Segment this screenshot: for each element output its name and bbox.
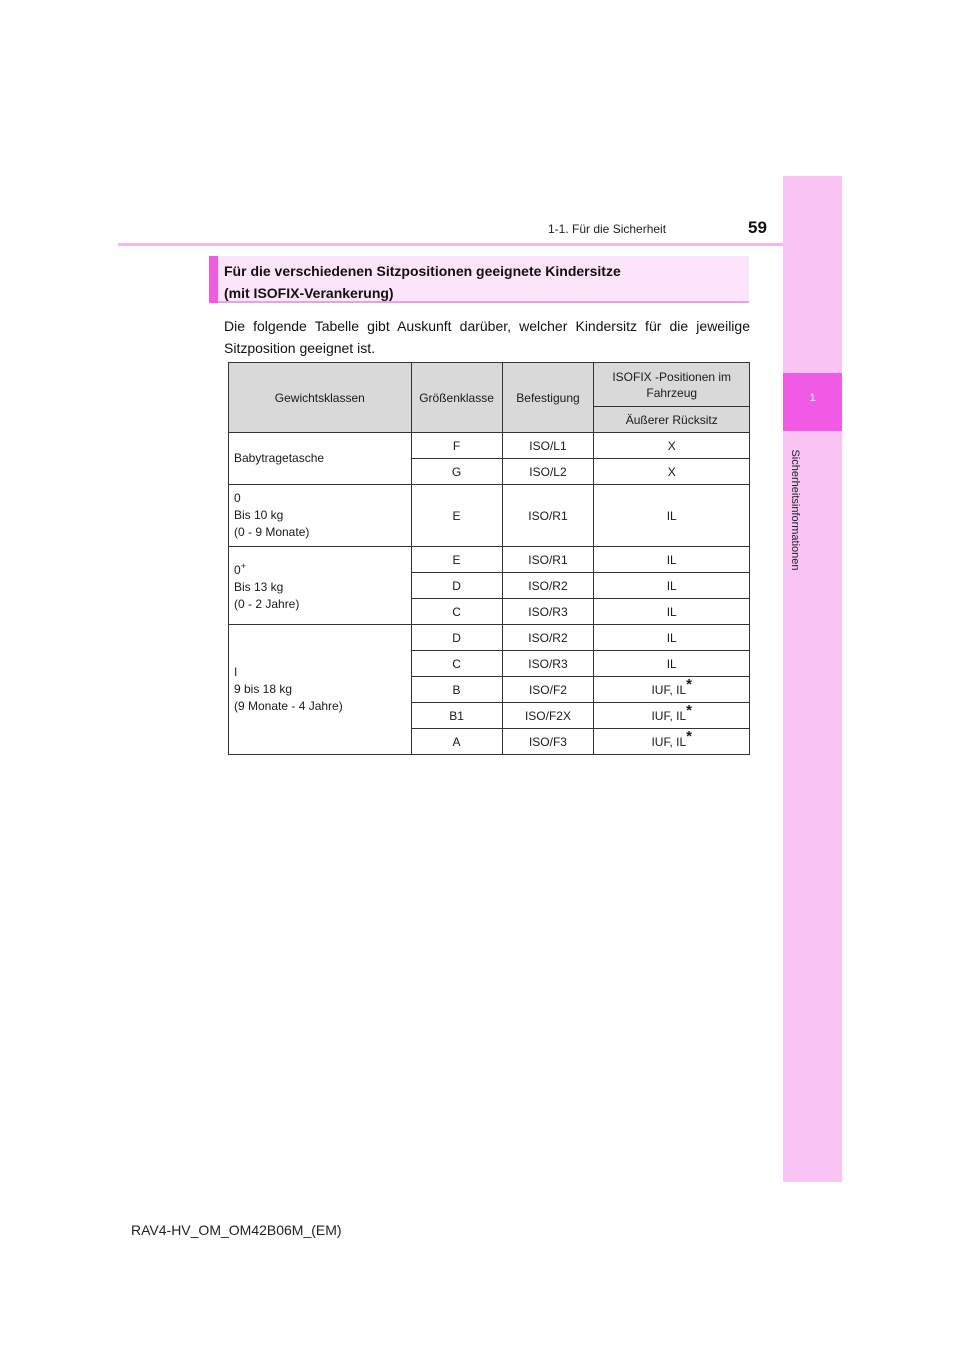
header-fixture: Befestigung	[502, 363, 594, 433]
position-value-cell	[594, 573, 750, 599]
position-value-cell	[594, 599, 750, 625]
intro-paragraph: Die folgende Tabelle gibt Auskunft darüber, welcher Kindersitz für die jeweilige Sitzposition geeignet ist.	[224, 318, 750, 356]
fixture-cell-text: ISO/L2	[529, 464, 567, 479]
heading-line-2: (mit ISOFIX-Verankerung)	[224, 285, 394, 301]
fixture-cell-text: ISO/R1	[528, 508, 568, 523]
footnote-asterisk: *	[686, 727, 692, 745]
position-value-cell-text: IUF, IL	[651, 734, 687, 749]
heading-line-1: Für die verschiedenen Sitzpositionen geeignete Kindersitze	[224, 263, 621, 279]
position-value-cell-text: IL	[666, 656, 677, 671]
size-class-cell-text: G	[451, 464, 462, 479]
size-class-cell	[411, 625, 502, 651]
size-class-cell	[411, 485, 502, 547]
header-weight: Gewichtsklassen	[229, 363, 412, 433]
weight-group-line: (9 Monate - 4 Jahre)	[234, 699, 343, 713]
fixture-cell	[502, 459, 594, 485]
table-row	[229, 433, 750, 459]
size-class-cell-text: D	[452, 630, 461, 645]
header-divider	[118, 243, 783, 246]
size-class-cell	[411, 729, 502, 755]
fixture-cell	[502, 651, 594, 677]
group-superscript: +	[240, 561, 246, 571]
fixture-cell	[502, 433, 594, 459]
weight-group-line: Bis 10 kg	[234, 508, 284, 522]
table-row	[229, 547, 750, 573]
chapter-label: Sicherheitsinformationen	[789, 449, 801, 571]
size-class-cell-text: B1	[449, 708, 464, 723]
position-value-cell-text: IUF, IL	[651, 708, 687, 723]
position-value-cell	[594, 485, 750, 547]
position-value-cell-text: IL	[666, 604, 677, 619]
weight-group-line: I	[234, 665, 238, 679]
heading-accent-bar	[209, 256, 218, 303]
size-class-cell-text: B	[452, 682, 461, 697]
size-class-cell-text: F	[452, 438, 461, 453]
fixture-cell-text: ISO/R1	[528, 552, 568, 567]
fixture-cell	[502, 677, 594, 703]
fixture-cell-text: ISO/L1	[529, 438, 567, 453]
footnote-asterisk: *	[686, 701, 692, 719]
size-class-cell	[411, 677, 502, 703]
size-class-cell-text: C	[452, 656, 461, 671]
fixture-cell-text: ISO/R3	[528, 656, 568, 671]
fixture-cell-text: ISO/R3	[528, 604, 568, 619]
size-class-cell-text: D	[452, 578, 461, 593]
position-value-cell	[594, 729, 750, 755]
size-class-cell	[411, 433, 502, 459]
size-class-cell-text: C	[452, 604, 461, 619]
page-number: 59	[748, 218, 767, 237]
table-row	[229, 485, 750, 547]
table-row	[229, 625, 750, 651]
position-value-cell-text: IL	[666, 508, 677, 523]
header-size: Größenklasse	[411, 363, 502, 433]
weight-group-cell	[229, 547, 412, 625]
size-class-cell	[411, 547, 502, 573]
position-value-cell-text: IL	[666, 552, 677, 567]
chapter-number: 1	[809, 392, 816, 404]
position-value-cell	[594, 433, 750, 459]
position-value-cell	[594, 547, 750, 573]
fixture-cell	[502, 703, 594, 729]
weight-group-cell	[229, 433, 412, 485]
weight-group-line: 0+	[234, 561, 246, 577]
weight-group-line: Babytragetasche	[234, 451, 325, 465]
weight-group-line: 9 bis 18 kg	[234, 682, 293, 696]
header-positions: ISOFIX -Positionen im Fahrzeug	[594, 363, 750, 407]
fixture-cell-text: ISO/R2	[528, 630, 568, 645]
fixture-cell	[502, 573, 594, 599]
footnote-asterisk: *	[686, 675, 692, 693]
position-value-cell	[594, 625, 750, 651]
position-value-cell-text: X	[667, 464, 676, 479]
doc-code: RAV4-HV_OM_OM42B06M_(EM)	[131, 1222, 342, 1238]
size-class-cell	[411, 459, 502, 485]
position-value-cell-text: IL	[666, 578, 677, 593]
weight-group-line: 0	[234, 491, 241, 505]
fixture-cell-text: ISO/R2	[528, 578, 568, 593]
weight-group-line: (0 - 9 Monate)	[234, 525, 310, 539]
fixture-cell	[502, 729, 594, 755]
position-value-cell	[594, 703, 750, 729]
size-class-cell	[411, 651, 502, 677]
weight-group-cell	[229, 485, 412, 547]
fixture-cell	[502, 599, 594, 625]
table-body	[229, 433, 750, 755]
fixture-cell-text: ISO/F2X	[524, 708, 571, 723]
size-class-cell	[411, 703, 502, 729]
weight-group-cell	[229, 625, 412, 755]
fixture-cell-text: ISO/F2	[528, 682, 567, 697]
size-class-cell	[411, 599, 502, 625]
size-class-cell-text: E	[452, 508, 461, 523]
position-value-cell	[594, 677, 750, 703]
fixture-cell	[502, 485, 594, 547]
position-value-cell	[594, 459, 750, 485]
fixture-cell	[502, 625, 594, 651]
weight-group-line: (0 - 2 Jahre)	[234, 597, 300, 611]
size-class-cell-text: A	[452, 734, 461, 749]
position-value-cell-text: X	[667, 438, 676, 453]
isofix-table	[228, 362, 750, 755]
position-value-cell-text: IUF, IL	[651, 682, 687, 697]
section-heading	[224, 260, 621, 304]
weight-group-line: Bis 13 kg	[234, 580, 284, 594]
size-class-cell-text: E	[452, 552, 461, 567]
size-class-cell	[411, 573, 502, 599]
fixture-cell	[502, 547, 594, 573]
section-title: 1-1. Für die Sicherheit	[548, 222, 667, 236]
chapter-side-tab	[783, 176, 842, 1182]
position-value-cell	[594, 651, 750, 677]
position-value-cell-text: IL	[666, 630, 677, 645]
header-outer-rear: Äußerer Rücksitz	[594, 407, 750, 433]
fixture-cell-text: ISO/F3	[528, 734, 567, 749]
